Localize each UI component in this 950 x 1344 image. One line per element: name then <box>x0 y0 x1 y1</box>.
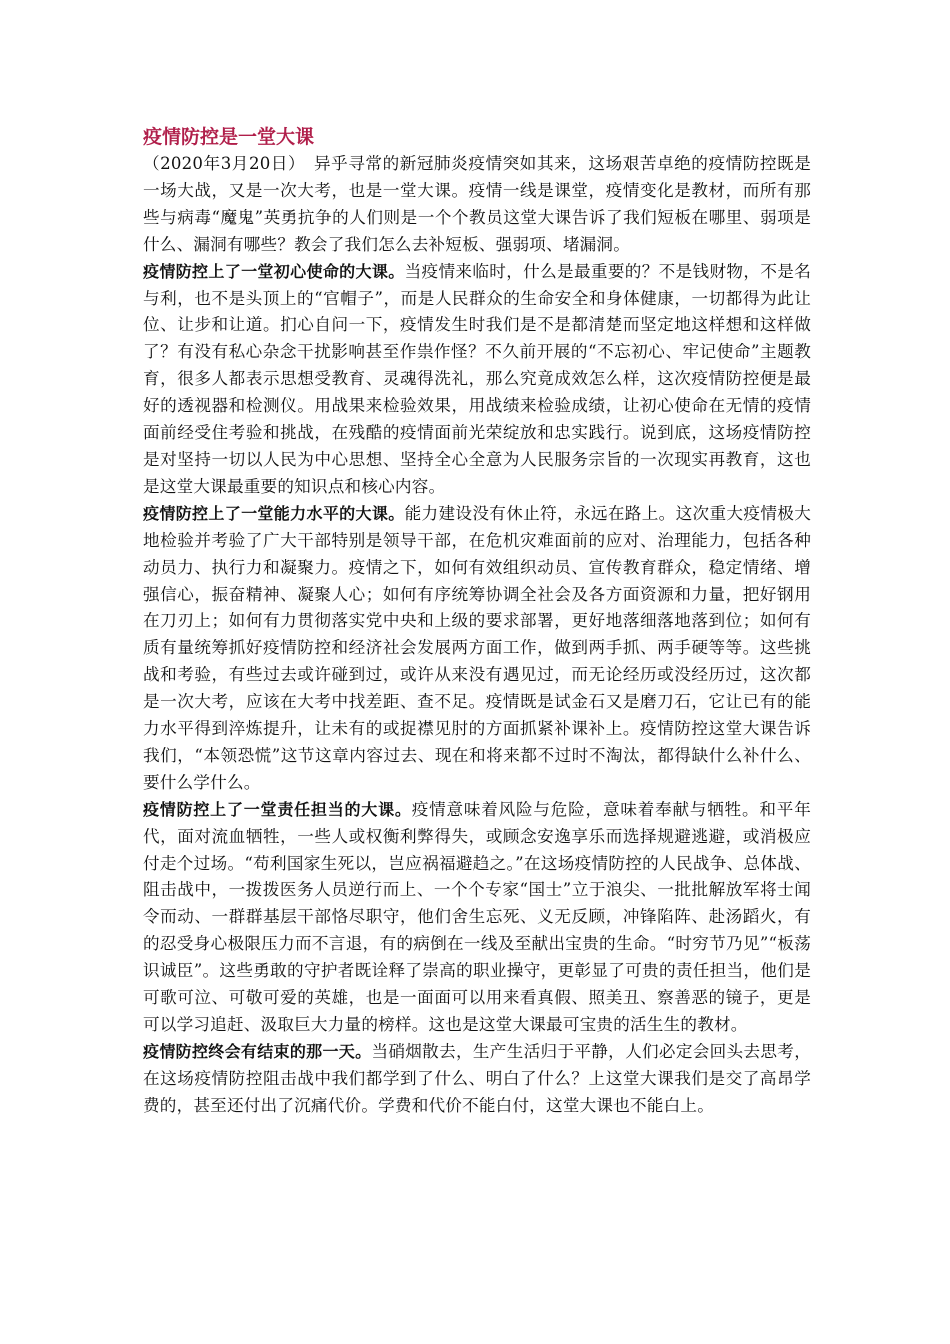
paragraph-conclusion <box>143 1039 811 1120</box>
paragraph-text: 能力建设没有休止符，永远在路上。这次重大疫情极大地检验并考验了广大干部特别是领导干部，在危机灾难面前的应对、治理能力，包括各种动员力、执行力和凝聚力。疫情之下，如何有效组织动员、宣传教育群众，稳定情绪、增强信心，振奋精神、凝聚人心；如何有序统筹协调全社会及各方面资源和力量，把好钢用在刀刃上；如何有力贯彻落实党中央和上级的要求部署，更好地落细落地落到位；如何有质有量统筹抓好疫情防控和经济社会发展两方面工作，做到两手抓、两手硬等等。这些挑战和考验，有些过去或许碰到过，或许从来没有遇见过，而无论经历或没经历过，这次都是一次大考，应该在大考中找差距、查不足。疫情既是试金石又是磨刀石，它让已有的能力水平得到淬炼提升，让未有的或捉襟见肘的方面抓紧补课补上。疫情防控这堂大课告诉我们，“本领恐慌”这节这章内容过去、现在和将来都不过时不淘汰，都得缺什么补什么、要什么学什么。 <box>143 503 811 792</box>
paragraph-lead: 疫情防控终会有结束的那一天。 <box>143 1041 372 1061</box>
paragraph-intro <box>143 151 811 259</box>
paragraph-text: 当硝烟散去，生产生活归于平静，人们必定会回头去思考，在这场疫情防控阻击战中我们都学到了什么、明白了什么？上这堂大课我们是交了高昂学费的，甚至还付出了沉痛代价。学费和代价不能白付，这堂大课也不能白上。 <box>143 1041 811 1115</box>
paragraph-text: （2020年3月20日） 异乎寻常的新冠肺炎疫情突如其来，这场艰苦卓绝的疫情防控既是一场大战，又是一次大考，也是一堂大课。疫情一线是课堂，疫情变化是教材，而所有那些与病毒“魔鬼”英勇抗争的人们则是一个个教员这堂大课告诉了我们短板在哪里、弱项是什么、漏洞有哪些？教会了我们怎么去补短板、强弱项、堵漏洞。 <box>143 154 811 254</box>
paragraph-lead: 疫情防控上了一堂能力水平的大课。 <box>143 503 405 523</box>
paragraph-mission <box>143 259 811 501</box>
paragraph-text: 当疫情来临时，什么是最重要的？不是钱财物，不是名与利，也不是头顶上的“官帽子”，而是人民群众的生命安全和身体健康，一切都得为此让位、让步和让道。扪心自问一下，疫情发生时我们是不是都清楚而坚定地这样想和这样做了？有没有私心杂念干扰影响甚至作祟作怪？不久前开展的“不忘初心、牢记使命”主题教育，很多人都表示思想受教育、灵魂得洗礼，那么究竟成效怎么样，这次疫情防控便是最好的透视器和检测仪。用战果来检验效果，用战绩来检验成绩，让初心使命在无情的疫情面前经受住考验和挑战，在残酷的疫情面前光荣绽放和忠实践行。说到底，这场疫情防控是对坚持一切以人民为中心思想、坚持全心全意为人民服务宗旨的一次现实再教育，这也是这堂大课最重要的知识点和核心内容。 <box>143 261 811 496</box>
paragraph-lead: 疫情防控上了一堂初心使命的大课。 <box>143 261 405 281</box>
article-title: 疫情防控是一堂大课 <box>143 126 315 148</box>
paragraph-text: 疫情意味着风险与危险，意味着奉献与牺牲。和平年代，面对流血牺牲，一些人或权衡利弊得失，或顾念安逸享乐而选择规避逃避，或消极应付走个过场。“苟利国家生死以，岂应祸福避趋之。”在这场疫情防控的人民战争、总体战、阻击战中，一拨拨医务人员逆行而上、一个个专家“国士”立于浪尖、一批批解放军将士闻令而动、一群群基层干部恪尽职守，他们舍生忘死、义无反顾，冲锋陷阵、赴汤蹈火，有的忍受身心极限压力而不言退，有的病倒在一线及至献出宝贵的生命。“时穷节乃见”“板荡识诚臣”。这些勇敢的守护者既诠释了崇高的职业操守，更彰显了可贵的责任担当，他们是可歌可泣、可敬可爱的英雄，也是一面面可以用来看真假、照美丑、察善恶的镜子，更是可以学习追赶、汲取巨大力量的榜样。这也是这堂大课最可宝贵的活生生的教材。 <box>143 799 811 1034</box>
paragraph-lead: 疫情防控上了一堂责任担当的大课。 <box>143 799 412 819</box>
paragraph-ability <box>143 501 811 797</box>
article-body <box>143 124 811 1120</box>
paragraph-responsibility <box>143 797 811 1039</box>
